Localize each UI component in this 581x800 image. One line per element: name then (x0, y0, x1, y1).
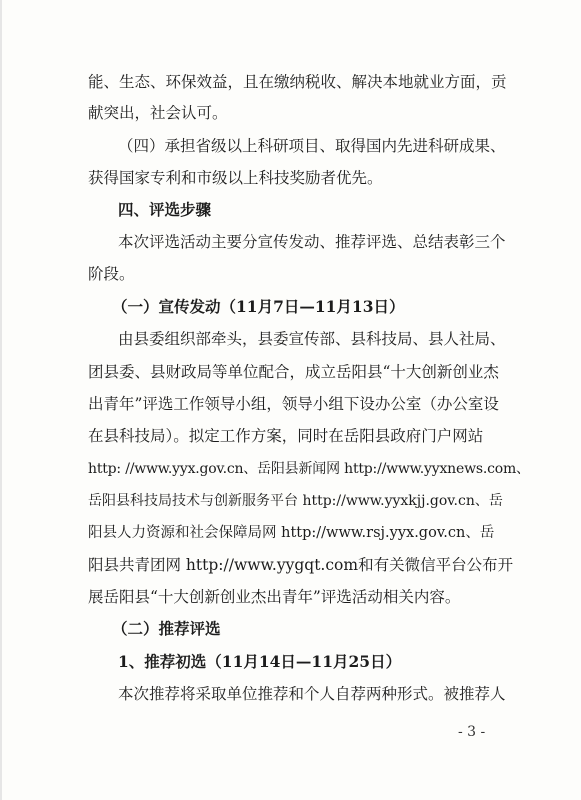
text-line: 阳县共青团网 http://www.yygqt.com和有关微信平台公布开 (88, 556, 514, 574)
section-heading: 四、评选步骤 (118, 200, 212, 219)
text-line: 展岳阳县“十大创新创业杰出青年”评选活动相关内容。 (88, 588, 461, 606)
text-line: 阶段。 (88, 265, 135, 283)
page-number: - 3 - (458, 724, 486, 740)
text-line-urls: 岳阳县科技局技术与创新服务平台 http://www.yyxkjj.gov.cn、岳 (88, 493, 503, 509)
text-line: （四）承担省级以上科研项目、取得国内先进科研成果、 (118, 137, 506, 155)
subsection-heading: 1、推荐初选（11月14日—11月25日） (118, 652, 402, 671)
text-line: 获得国家专利和市级以上科技奖励者优先。 (88, 169, 383, 187)
text-line: 出青年”评选工作领导小组，领导小组下设办公室（办公室设 (88, 395, 499, 413)
subsection-heading: （一）宣传发动（11月7日—11月13日） (112, 297, 405, 316)
text-line: 本次推荐将采取单位推荐和个人自荐两种形式。被推荐人 (118, 685, 506, 703)
text-line: 本次评选活动主要分宣传发动、推荐评选、总结表彰三个 (118, 233, 506, 251)
text-line: 献突出，社会认可。 (88, 104, 228, 122)
text-line: 能、生态、环保效益，且在缴纳税收、解决本地就业方面，贡 (88, 73, 507, 91)
text-line: 由县委组织部牵头，县委宣传部、县科技局、县人社局、 (118, 330, 506, 348)
text-line: 在县科技局）。拟定工作方案，同时在岳阳县政府门户网站 (88, 427, 484, 445)
text-line: 团县委、县财政局等单位配合，成立岳阳县“十大创新创业杰 (88, 363, 499, 381)
text-line-urls: http: //www.yyx.gov.cn、岳阳县新闻网 http://www.yyxnews.com、 (88, 461, 530, 477)
text-line-urls: 阳县人力资源和社会保障局网 http://www.rsj.yyx.gov.cn、岳 (88, 525, 495, 541)
subsection-heading: （二）推荐评选 (112, 619, 221, 638)
